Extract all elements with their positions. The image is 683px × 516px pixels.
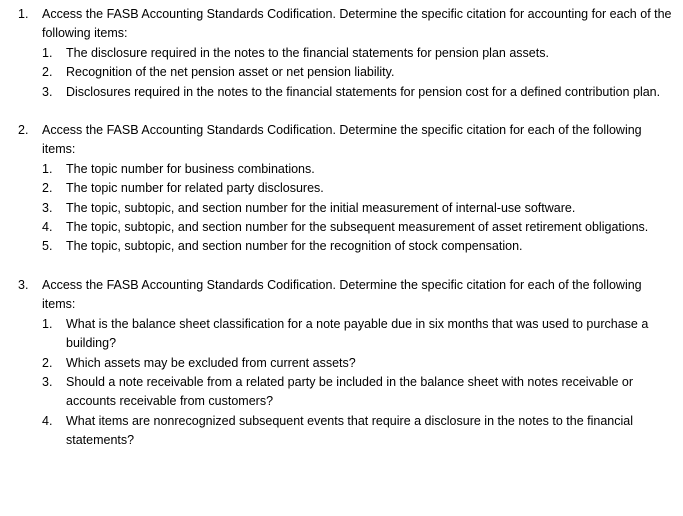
- question-2-items: [18, 160, 675, 257]
- question-1-items: [18, 44, 675, 102]
- item-number: 1.: [42, 161, 53, 176]
- list-item: [42, 179, 675, 198]
- question-3: [18, 276, 675, 451]
- list-item: [42, 412, 675, 451]
- question-3-header: [18, 276, 675, 315]
- item-text: Should a note receivable from a related party be included in the balance sheet with notes receivable or accounts receivable from customers?: [66, 374, 634, 409]
- item-number: 4.: [42, 413, 53, 428]
- item-number: 4.: [42, 220, 53, 235]
- item-number: 3.: [42, 374, 53, 389]
- question-1: [18, 5, 675, 102]
- question-number: 3.: [18, 277, 29, 292]
- item-text: What is the balance sheet classification for a note payable due in six months that was used to purchase a building?: [66, 316, 649, 351]
- question-text: Access the FASB Accounting Standards Codification. Determine the specific citation for each of the following items:: [42, 277, 642, 312]
- item-number: 3.: [42, 84, 53, 99]
- item-text: The disclosure required in the notes to the financial statements for pension plan assets.: [66, 45, 549, 60]
- item-text: What items are nonrecognized subsequent events that require a disclosure in the notes to the financial statements?: [66, 413, 634, 448]
- question-3-items: [18, 315, 675, 451]
- list-item: [42, 237, 675, 256]
- item-number: 2.: [42, 181, 53, 196]
- list-item: [42, 354, 675, 373]
- item-number: 5.: [42, 239, 53, 254]
- item-text: The topic number for business combinations.: [66, 161, 315, 176]
- question-text: Access the FASB Accounting Standards Codification. Determine the specific citation for accounting for each of the following items:: [42, 7, 672, 41]
- list-item: [42, 373, 675, 412]
- item-text: Which assets may be excluded from current assets?: [66, 355, 356, 370]
- item-text: Recognition of the net pension asset or net pension liability.: [66, 65, 395, 80]
- question-1-header: [18, 5, 675, 44]
- list-item: [42, 315, 675, 354]
- item-number: 2.: [42, 355, 53, 370]
- question-2-header: [18, 121, 675, 160]
- question-2: [18, 121, 675, 257]
- item-text: The topic, subtopic, and section number for the recognition of stock compensation.: [66, 239, 523, 254]
- list-item: [42, 44, 675, 63]
- question-text: Access the FASB Accounting Standards Codification. Determine the specific citation for each of the following items:: [42, 123, 642, 157]
- list-item: [42, 160, 675, 179]
- item-number: 1.: [42, 45, 53, 60]
- list-item: [42, 63, 675, 82]
- item-text: The topic number for related party disclosures.: [66, 181, 324, 196]
- item-number: 1.: [42, 316, 53, 331]
- list-item: [42, 218, 675, 237]
- question-number: 2.: [18, 123, 29, 138]
- item-number: 2.: [42, 65, 53, 80]
- item-text: Disclosures required in the notes to the financial statements for pension cost for a defined contribution plan.: [66, 84, 661, 99]
- item-text: The topic, subtopic, and section number for the subsequent measurement of asset retirement obligations.: [66, 220, 649, 235]
- item-number: 3.: [42, 200, 53, 215]
- list-item: [42, 199, 675, 218]
- question-number: 1.: [18, 7, 29, 21]
- list-item: [42, 83, 675, 102]
- item-text: The topic, subtopic, and section number for the initial measurement of internal-use software.: [66, 200, 576, 215]
